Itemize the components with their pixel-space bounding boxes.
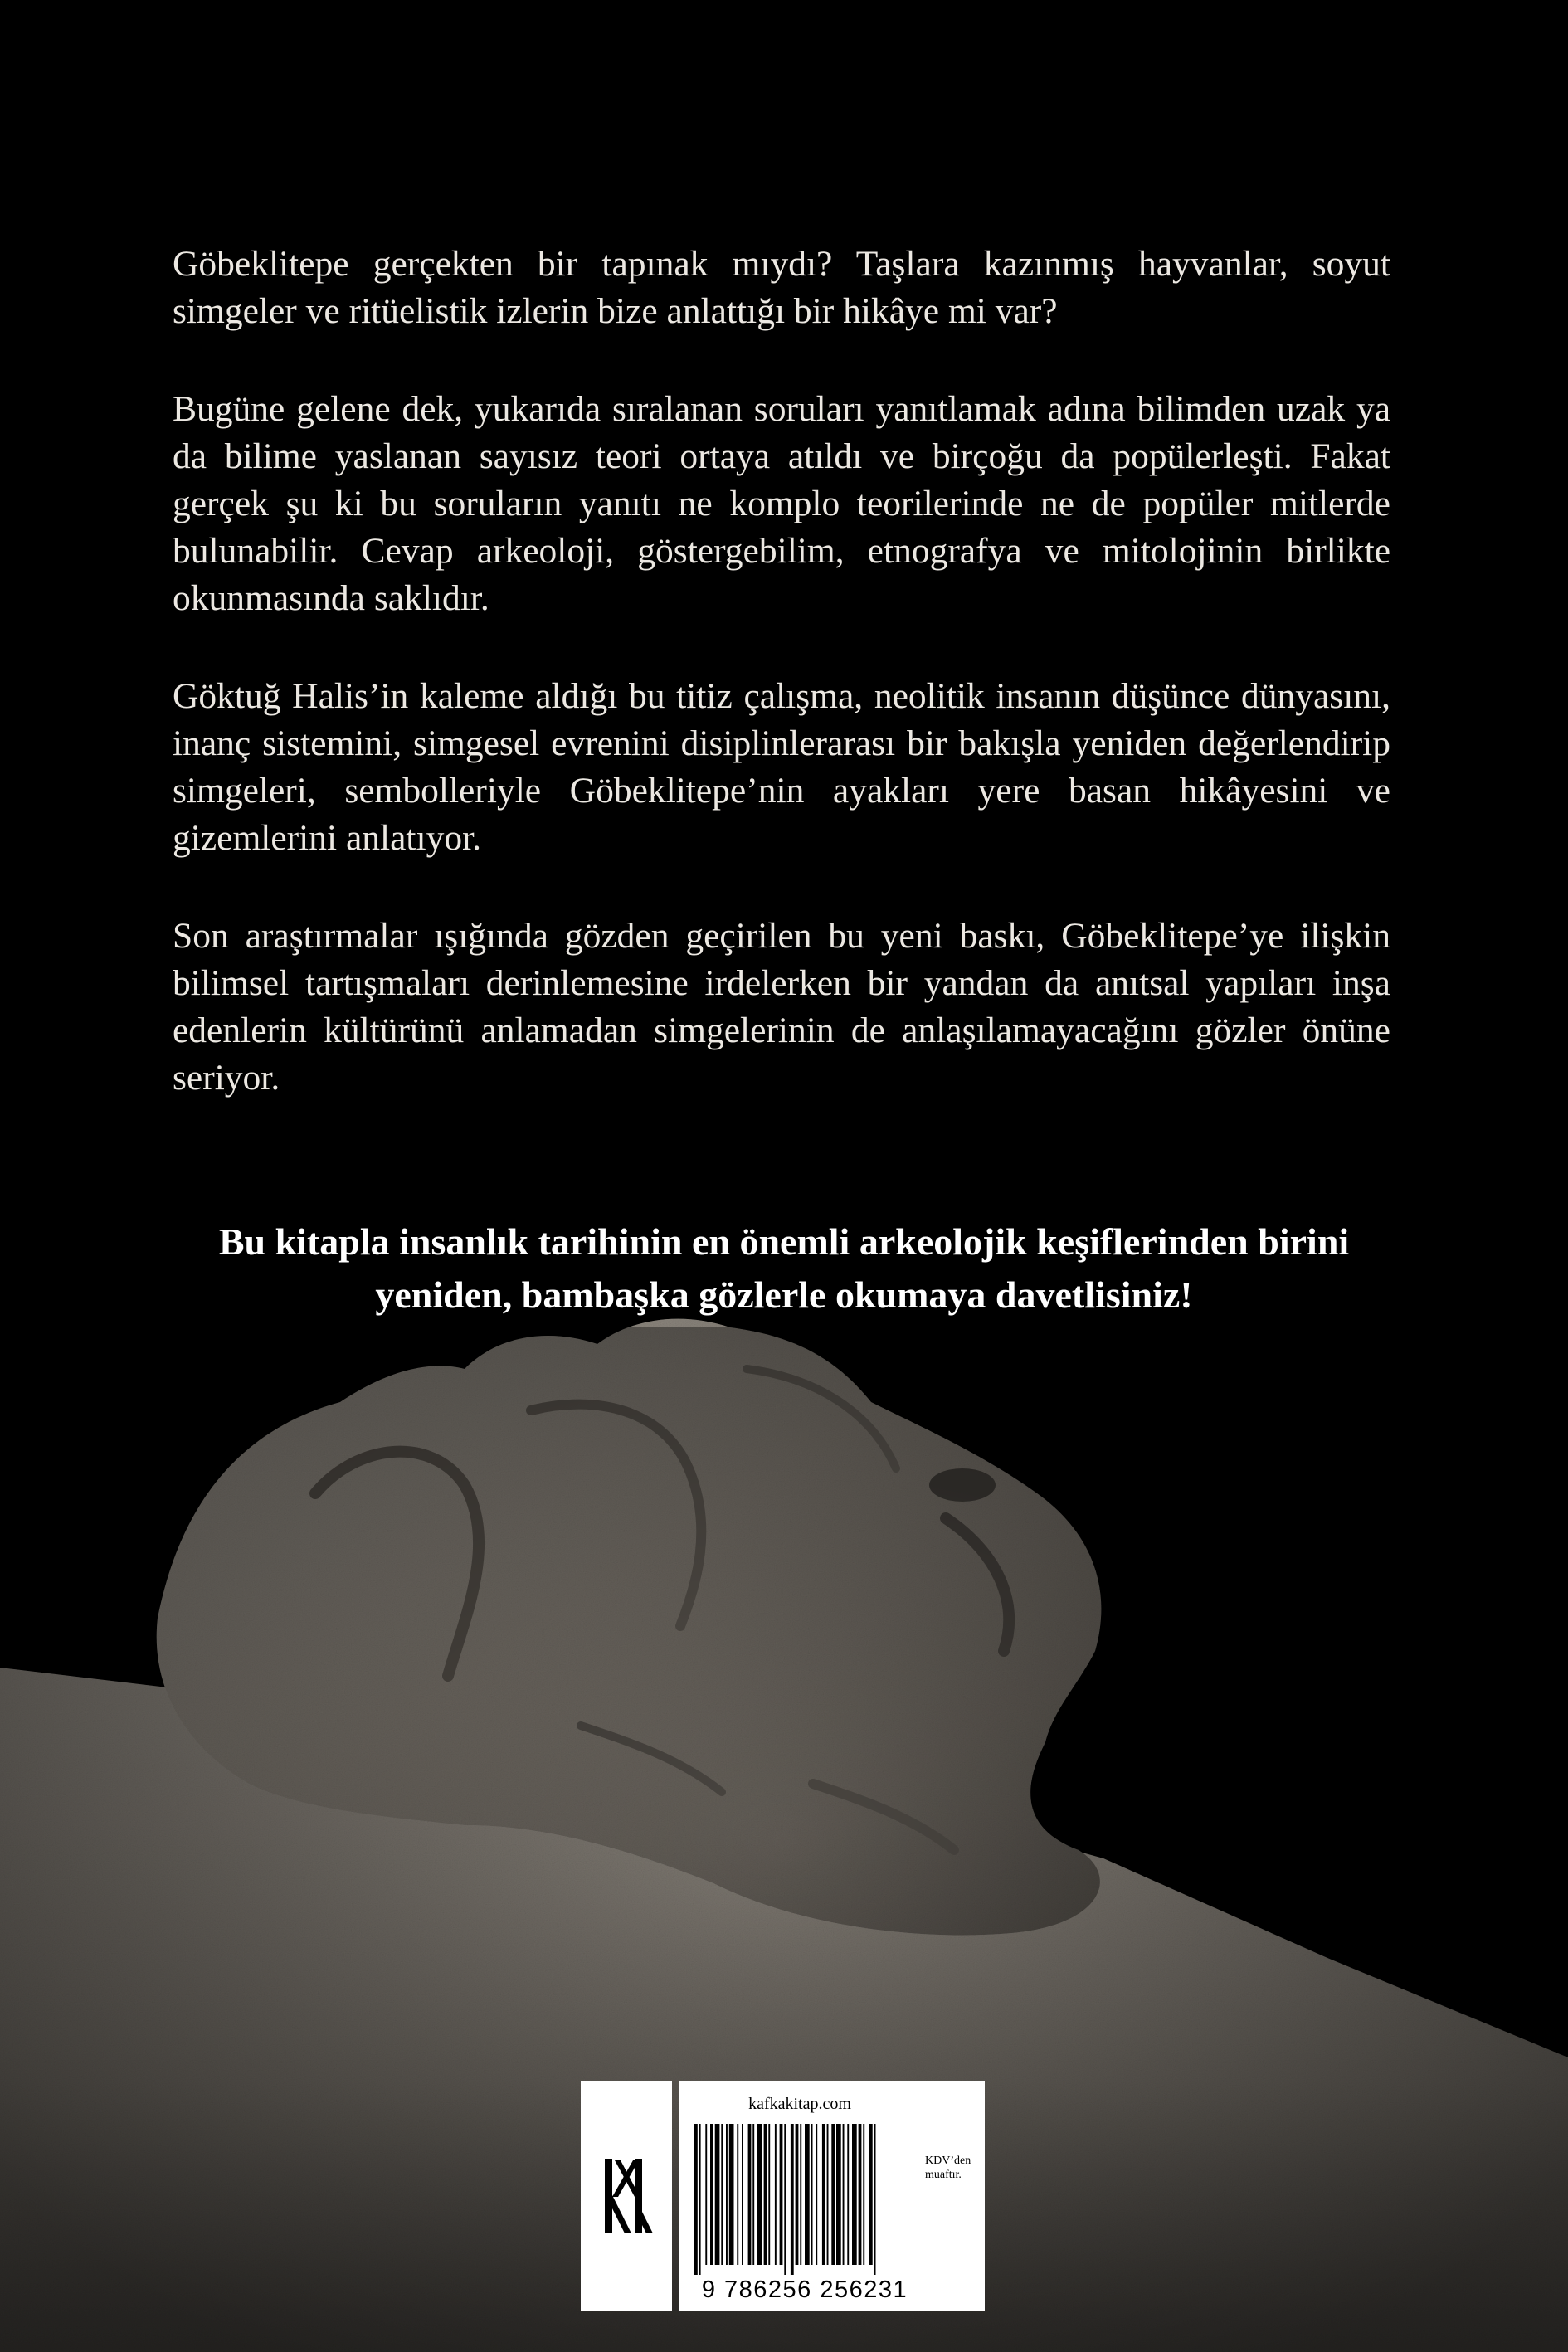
barcode-bar [784, 2124, 786, 2275]
barcode-bar [852, 2124, 857, 2265]
barcode-bar [721, 2124, 723, 2265]
barcode-bar [715, 2124, 720, 2265]
barcode-bar [742, 2124, 743, 2265]
vat-note-line: muaftır. [925, 2169, 962, 2181]
back-cover-blurb [173, 241, 1390, 1152]
barcode-bar [811, 2124, 813, 2265]
barcode-bar [768, 2124, 770, 2265]
isbn-barcode [694, 2124, 918, 2275]
isbn-number: 9 786256 256231 [701, 2277, 908, 2303]
barcode-bar [847, 2124, 849, 2265]
barcode-bar [843, 2124, 845, 2265]
barcode-bar [827, 2124, 829, 2265]
barcode-bar [775, 2124, 777, 2265]
barcode-bar [699, 2124, 701, 2275]
vat-note-line: KDV’den [925, 2155, 971, 2167]
barcode-bar [791, 2124, 794, 2275]
isbn-barcode-box [679, 2081, 985, 2311]
barcode-bar [748, 2124, 752, 2265]
barcode-bar [764, 2124, 767, 2265]
barcode-bar [737, 2124, 738, 2265]
blurb-paragraph: Göktuğ Halis’in kaleme aldığı bu titiz çalışma, neolitik insanın düşünce dünyasını, inanç sistemini, simgesel evrenini disiplinlerarası bir bakışla yeniden değerlendirip simgeleri, sembolleriyle Göbeklitepe’nin ayakları yere basan hikâyesini ve gizemlerini anlatıyor. [173, 676, 1390, 858]
barcode-bar [729, 2124, 734, 2265]
blurb-paragraph: Göbeklitepe gerçekten bir tapınak mıydı? Taşlara kazınmış hayvanlar, soyut simgeler ve ritüelistik izlerin bize anlattığı bir hikâye mi var? [173, 244, 1390, 331]
barcode-bar [705, 2124, 707, 2265]
barcode-bar [796, 2124, 799, 2265]
callout-line: yeniden, bambaşka gözlerle okumaya davetlisiniz! [375, 1273, 1193, 1316]
barcode-bar [836, 2124, 841, 2265]
blurb-paragraph: Son araştırmalar ışığında gözden geçirilen bu yeni baskı, Göbeklitepe’ye ilişkin bilimsel tartışmaları derinlemesine irdelerken bir yandan da anıtsal yapıları inşa edenlerin kültürünü anlamadan simgelerinin de anlaşılamayacağını gözler önüne seriyor. [173, 916, 1390, 1098]
invitation-callout [124, 1215, 1444, 1322]
barcode-bar [757, 2124, 762, 2265]
kafka-kk-logo-icon [593, 2150, 660, 2242]
blurb-paragraph: Bugüne gelene dek, yukarıda sıralanan soruları yanıtlamak adına bilimden uzak ya da bilime yaslanan sayısız teori ortaya atıldı ve birçoğu da popülerleşti. Fakat gerçek şu ki bu soruların yanıtı ne komplo teorilerinde ne de popüler mitlerde bulunabilir. Cevap arkeoloji, göstergebilim, etnografya ve mitolojinin birlikte okunmasında saklıdır. [173, 389, 1390, 618]
barcode-bar [822, 2124, 825, 2265]
callout-line: Bu kitapla insanlık tarihinin en önemli arkeolojik keşiflerinden birini [218, 1220, 1350, 1263]
barcode-bar [800, 2124, 801, 2265]
barcode-bar [805, 2124, 810, 2265]
barcode-bar [859, 2124, 862, 2265]
barcode-bar [816, 2124, 817, 2265]
barcode-bar [710, 2124, 713, 2265]
barcode-bar [863, 2124, 864, 2265]
barcode-bar [694, 2124, 698, 2275]
barcode-bar [831, 2124, 835, 2265]
vat-exempt-note [925, 2154, 981, 2182]
barcode-bar [752, 2124, 754, 2265]
barcode-bar [726, 2124, 728, 2265]
publisher-website: kafkakitap.com [748, 2095, 851, 2113]
barcode-bar [874, 2124, 876, 2275]
publisher-logo [581, 2081, 672, 2311]
barcode-bar [780, 2124, 783, 2265]
barcode-bar [869, 2124, 873, 2265]
